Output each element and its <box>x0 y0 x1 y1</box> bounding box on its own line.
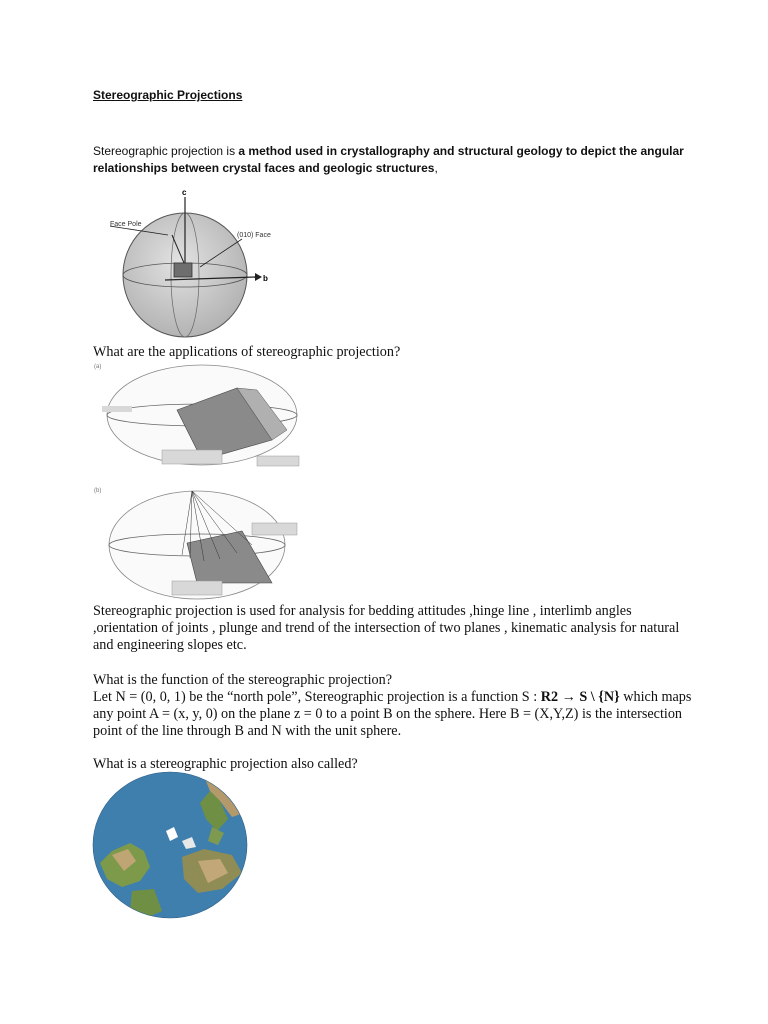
answer2-part2: which maps any point A = (x, y, 0) on the plane z = 0 to a point B on the sphere. Here B = (X,Y,Z) is the intersection point of the line through B and N with the unit sphere. <box>93 689 692 739</box>
answer-function <box>93 689 693 740</box>
answer2-bold2: S \ {N} <box>579 689 620 705</box>
answer-applications: Stereographic projection is used for analysis for bedding attitudes ,hinge line , interlimb angles ,orientation of joints , plunge and trend of the intersection of two planes , kinematic analysis for natural and engineering slopes etc. <box>93 603 680 653</box>
label-c: c <box>182 188 187 197</box>
world-map-figure <box>92 771 250 919</box>
fig2-label-box <box>162 450 222 464</box>
question-also-called: What is a stereographic projection also called? <box>93 756 358 772</box>
intro-bold: a method used in crystallography and structural geology to depict the angular relationships between crystal faces and geologic structures <box>93 144 684 175</box>
label-010-face: (010) Face <box>237 232 271 239</box>
projection-lines-figure <box>92 483 307 603</box>
projection-plane-figure <box>92 360 307 480</box>
intro-suffix: , <box>434 161 438 175</box>
label-face-pole: Face Pole <box>110 221 142 228</box>
answer2-bold1: R2 <box>540 689 559 705</box>
crystal-sphere-figure <box>110 185 300 340</box>
fig2-marker: (a) <box>94 364 102 370</box>
fig3-label-box-2 <box>172 581 222 595</box>
page-title: Stereographic Projections <box>93 88 243 102</box>
answer2-part1: Let N = (0, 0, 1) be the “north pole”, Stereographic projection is a function S : <box>93 689 541 705</box>
fig2-label-box-3 <box>102 406 132 412</box>
fig3-marker: (b) <box>94 488 102 494</box>
label-b: b <box>263 274 268 283</box>
answer2-arrow: → <box>558 689 580 705</box>
crystal <box>174 263 192 277</box>
fig2-label-box-2 <box>257 456 299 466</box>
fig3-label-box <box>252 523 297 535</box>
question-function: What is the function of the stereographic projection? <box>93 672 393 688</box>
intro-paragraph <box>93 143 693 177</box>
b-axis-arrow <box>255 273 262 281</box>
question-applications: What are the applications of stereographic projection? <box>93 344 401 360</box>
intro-prefix: Stereographic projection is <box>93 144 239 158</box>
